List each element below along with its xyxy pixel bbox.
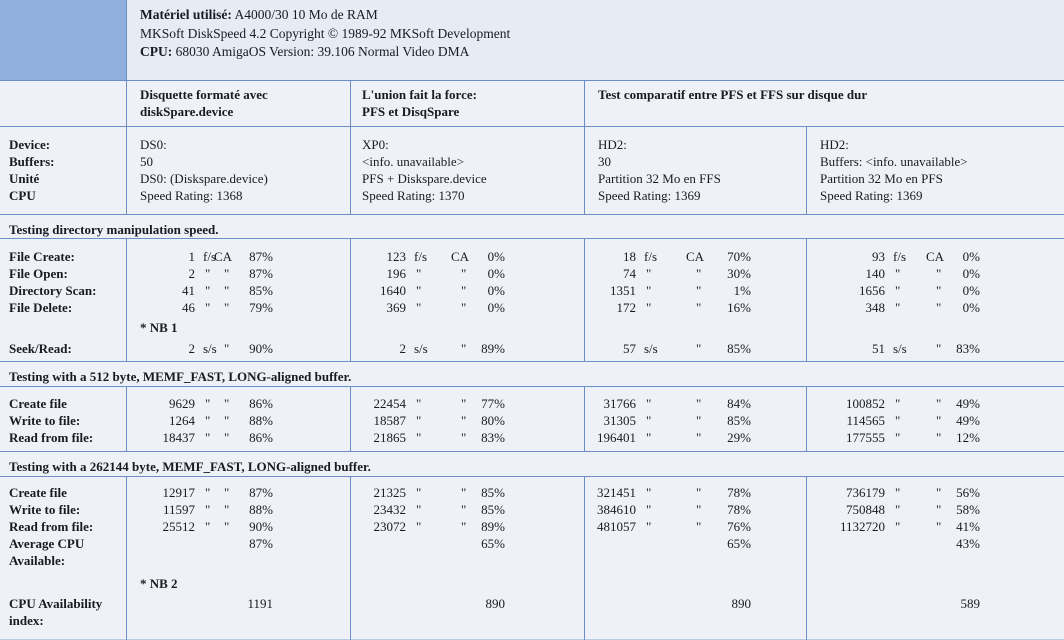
value-number: 348 <box>865 300 885 315</box>
note-nb2: * NB 2 <box>140 576 178 591</box>
ditto-mark: " <box>696 283 702 298</box>
ditto-mark: " <box>895 502 901 517</box>
ditto-mark: " <box>696 485 702 500</box>
ditto-mark: " <box>646 283 652 298</box>
write-file-262-label: Write to file: <box>9 502 81 517</box>
device-info-cell: PFS + Diskspare.device <box>362 171 487 186</box>
col-divider <box>806 126 807 214</box>
value-number: 31305 <box>603 413 636 428</box>
ditto-mark: " <box>205 519 211 534</box>
ditto-mark: " <box>696 396 702 411</box>
device-info-cell: DS0: <box>140 137 167 152</box>
average-cpu-value: 87% <box>249 536 273 551</box>
value-number: 25512 <box>162 519 195 534</box>
value-percent: 79% <box>249 300 273 315</box>
device-info-cell: Speed Rating: 1369 <box>598 188 701 203</box>
value-percent: 80% <box>481 413 505 428</box>
col1-title-a: Disquette formaté avec <box>140 87 268 102</box>
value-number: 750848 <box>846 502 885 517</box>
value-number: 177555 <box>846 430 885 445</box>
value-percent: 0% <box>962 266 980 281</box>
value-percent: 41% <box>956 519 980 534</box>
value-number: 172 <box>616 300 636 315</box>
value-percent: 85% <box>727 341 751 356</box>
ditto-mark: " <box>224 396 230 411</box>
value-number: 321451 <box>597 485 636 500</box>
ditto-mark: " <box>936 283 942 298</box>
row-divider <box>0 126 1064 127</box>
average-cpu-label-b: Available: <box>9 553 66 568</box>
ditto-mark: " <box>696 502 702 517</box>
value-percent: 88% <box>249 413 273 428</box>
ca-label: CA <box>686 249 705 264</box>
ditto-mark: " <box>224 341 230 356</box>
col-divider <box>806 386 807 451</box>
value-percent: 12% <box>956 430 980 445</box>
cpu-index-value: 1191 <box>247 596 273 611</box>
ditto-mark: " <box>936 341 942 356</box>
device-info-cell: Partition 32 Mo en FFS <box>598 171 721 186</box>
ditto-mark: " <box>895 396 901 411</box>
value-number: 11597 <box>162 502 195 517</box>
ca-label: CA <box>214 249 233 264</box>
value-percent: 0% <box>962 300 980 315</box>
cpu-label: CPU <box>9 188 36 203</box>
row-divider <box>0 361 1064 362</box>
ditto-mark: " <box>416 430 422 445</box>
ditto-mark: " <box>936 266 942 281</box>
col1-title-b: diskSpare.device <box>140 104 234 119</box>
ditto-mark: " <box>461 519 467 534</box>
row-divider <box>0 238 1064 239</box>
device-info-cell: HD2: <box>820 137 849 152</box>
value-percent: 0% <box>487 300 505 315</box>
value-percent: 78% <box>727 502 751 517</box>
ditto-mark: " <box>416 396 422 411</box>
value-percent: 77% <box>481 396 505 411</box>
read-file-262-label: Read from file: <box>9 519 94 534</box>
file-create-label: File Create: <box>9 249 75 264</box>
ditto-mark: " <box>646 413 652 428</box>
ditto-mark: " <box>646 266 652 281</box>
ditto-mark: " <box>416 519 422 534</box>
cpu-index-value: 890 <box>485 596 505 611</box>
value-number: 100852 <box>846 396 885 411</box>
ditto-mark: " <box>416 266 422 281</box>
cpu-index-value: 890 <box>731 596 751 611</box>
col-divider <box>584 81 585 214</box>
value-percent: 49% <box>956 396 980 411</box>
ditto-mark: " <box>646 430 652 445</box>
value-number: 18 <box>623 249 636 264</box>
value-percent: 89% <box>481 341 505 356</box>
value-percent: 58% <box>956 502 980 517</box>
cpu-index-label-a: CPU Availability <box>9 596 103 611</box>
value-number: 1 <box>188 249 195 264</box>
ditto-mark: " <box>205 396 211 411</box>
ditto-mark: " <box>461 341 467 356</box>
value-percent: 56% <box>956 485 980 500</box>
value-number: 23072 <box>373 519 406 534</box>
unit-label: f/s <box>893 249 906 264</box>
ditto-mark: " <box>461 396 467 411</box>
value-number: 18587 <box>373 413 406 428</box>
file-delete-label: File Delete: <box>9 300 73 315</box>
value-percent: 87% <box>249 485 273 500</box>
ditto-mark: " <box>895 430 901 445</box>
value-number: 22454 <box>373 396 406 411</box>
ditto-mark: " <box>646 519 652 534</box>
create-file-262-label: Create file <box>9 485 67 500</box>
ca-label: CA <box>451 249 470 264</box>
device-info-cell: 30 <box>598 154 611 169</box>
value-number: 196401 <box>597 430 636 445</box>
value-number: 1264 <box>169 413 195 428</box>
ditto-mark: " <box>936 502 942 517</box>
ditto-mark: " <box>936 413 942 428</box>
ditto-mark: " <box>224 502 230 517</box>
value-number: 21325 <box>373 485 406 500</box>
value-percent: 0% <box>487 283 505 298</box>
ditto-mark: " <box>205 413 211 428</box>
device-info-cell: Speed Rating: 1368 <box>140 188 243 203</box>
file-open-label: File Open: <box>9 266 68 281</box>
ditto-mark: " <box>696 266 702 281</box>
ditto-mark: " <box>416 413 422 428</box>
ditto-mark: " <box>416 485 422 500</box>
device-label: Device: <box>9 137 51 152</box>
value-percent: 85% <box>481 502 505 517</box>
col-divider <box>126 81 127 214</box>
section-512-title: Testing with a 512 byte, MEMF_FAST, LONG-aligned buffer. <box>9 369 352 384</box>
corner-block <box>0 0 126 80</box>
ditto-mark: " <box>936 430 942 445</box>
note-nb1: * NB 1 <box>140 320 178 335</box>
value-number: 1132720 <box>839 519 885 534</box>
value-percent: 84% <box>727 396 751 411</box>
value-percent: 83% <box>956 341 980 356</box>
unit-label: f/s <box>203 249 216 264</box>
value-percent: 87% <box>249 266 273 281</box>
ditto-mark: " <box>224 485 230 500</box>
value-number: 23432 <box>373 502 406 517</box>
value-number: 31766 <box>603 396 636 411</box>
col2-title-a: L'union fait la force: <box>362 87 477 102</box>
ditto-mark: " <box>696 341 702 356</box>
ditto-mark: " <box>696 519 702 534</box>
ditto-mark: " <box>461 485 467 500</box>
ditto-mark: " <box>895 485 901 500</box>
value-percent: 0% <box>962 249 980 264</box>
value-number: 196 <box>386 266 406 281</box>
row-divider <box>0 451 1064 452</box>
ditto-mark: " <box>936 519 942 534</box>
device-info-cell: Partition 32 Mo en PFS <box>820 171 943 186</box>
row-divider <box>0 476 1064 477</box>
value-percent: 86% <box>249 396 273 411</box>
value-number: 93 <box>872 249 885 264</box>
ditto-mark: " <box>205 283 211 298</box>
unit-label: s/s <box>644 341 658 356</box>
directory-scan-label: Directory Scan: <box>9 283 97 298</box>
col-divider <box>806 476 807 640</box>
value-percent: 85% <box>481 485 505 500</box>
col-divider <box>806 238 807 361</box>
unit-label: f/s <box>644 249 657 264</box>
value-number: 1640 <box>380 283 406 298</box>
unit-label: s/s <box>414 341 428 356</box>
value-number: 1351 <box>610 283 636 298</box>
ditto-mark: " <box>461 502 467 517</box>
value-percent: 0% <box>962 283 980 298</box>
device-info-cell: Speed Rating: 1369 <box>820 188 923 203</box>
value-number: 114565 <box>846 413 885 428</box>
value-number: 74 <box>623 266 636 281</box>
value-percent: 49% <box>956 413 980 428</box>
value-number: 1656 <box>859 283 885 298</box>
row-divider <box>0 214 1064 215</box>
value-number: 21865 <box>373 430 406 445</box>
device-info-cell: HD2: <box>598 137 627 152</box>
hardware-line: Matériel utilisé: A4000/30 10 Mo de RAM <box>140 7 378 22</box>
average-cpu-value: 65% <box>481 536 505 551</box>
device-info-cell: DS0: (Diskspare.device) <box>140 171 268 186</box>
col-divider <box>350 81 351 214</box>
ditto-mark: " <box>205 430 211 445</box>
value-number: 123 <box>386 249 406 264</box>
ditto-mark: " <box>895 519 901 534</box>
software-line: MKSoft DiskSpeed 4.2 Copyright © 1989-92 MKSoft Development <box>140 26 511 41</box>
unit-label: f/s <box>414 249 427 264</box>
results-table <box>0 80 1064 639</box>
row-divider <box>0 386 1064 387</box>
ditto-mark: " <box>416 300 422 315</box>
value-percent: 1% <box>733 283 751 298</box>
device-info-cell: 50 <box>140 154 153 169</box>
value-percent: 29% <box>727 430 751 445</box>
ditto-mark: " <box>205 485 211 500</box>
value-percent: 70% <box>727 249 751 264</box>
ditto-mark: " <box>936 300 942 315</box>
value-percent: 78% <box>727 485 751 500</box>
value-number: 2 <box>399 341 406 356</box>
ditto-mark: " <box>416 502 422 517</box>
cpu-index-value: 589 <box>960 596 980 611</box>
section-262-title: Testing with a 262144 byte, MEMF_FAST, LONG-aligned buffer. <box>9 459 371 474</box>
value-number: 9629 <box>169 396 195 411</box>
col2-title-b: PFS et DisqSpare <box>362 104 460 119</box>
ditto-mark: " <box>646 396 652 411</box>
cpu-line: CPU: 68030 AmigaOS Version: 39.106 Normal Video DMA <box>140 44 470 59</box>
value-percent: 30% <box>727 266 751 281</box>
value-number: 51 <box>872 341 885 356</box>
average-cpu-value: 43% <box>956 536 980 551</box>
unit-label: s/s <box>203 341 217 356</box>
ditto-mark: " <box>895 413 901 428</box>
cpu-index-label-b: index: <box>9 613 44 628</box>
ditto-mark: " <box>461 300 467 315</box>
ditto-mark: " <box>895 283 901 298</box>
write-file-512-label: Write to file: <box>9 413 81 428</box>
average-cpu-value: 65% <box>727 536 751 551</box>
device-info-cell: XP0: <box>362 137 389 152</box>
value-number: 736179 <box>846 485 885 500</box>
ditto-mark: " <box>224 430 230 445</box>
value-percent: 85% <box>727 413 751 428</box>
ditto-mark: " <box>205 300 211 315</box>
ditto-mark: " <box>224 300 230 315</box>
ditto-mark: " <box>696 413 702 428</box>
ditto-mark: " <box>895 300 901 315</box>
col3-title: Test comparatif entre PFS et FFS sur disque dur <box>598 87 868 102</box>
value-percent: 0% <box>487 249 505 264</box>
ditto-mark: " <box>936 485 942 500</box>
ditto-mark: " <box>696 430 702 445</box>
device-info-cell: <info. unavailable> <box>362 154 465 169</box>
value-number: 2 <box>188 266 195 281</box>
value-number: 46 <box>182 300 195 315</box>
ditto-mark: " <box>416 283 422 298</box>
value-number: 384610 <box>597 502 636 517</box>
ditto-mark: " <box>205 266 211 281</box>
value-percent: 85% <box>249 283 273 298</box>
unit-label: s/s <box>893 341 907 356</box>
value-number: 41 <box>182 283 195 298</box>
value-percent: 90% <box>249 341 273 356</box>
value-number: 369 <box>386 300 406 315</box>
value-percent: 0% <box>487 266 505 281</box>
ditto-mark: " <box>461 413 467 428</box>
value-number: 140 <box>865 266 885 281</box>
ditto-mark: " <box>224 413 230 428</box>
value-number: 2 <box>188 341 195 356</box>
ditto-mark: " <box>205 502 211 517</box>
ditto-mark: " <box>646 300 652 315</box>
device-info-cell: Speed Rating: 1370 <box>362 188 465 203</box>
ditto-mark: " <box>696 300 702 315</box>
value-percent: 87% <box>249 249 273 264</box>
ca-label: CA <box>926 249 945 264</box>
ditto-mark: " <box>461 283 467 298</box>
value-number: 12917 <box>162 485 195 500</box>
ditto-mark: " <box>224 266 230 281</box>
ditto-mark: " <box>224 519 230 534</box>
ditto-mark: " <box>895 266 901 281</box>
value-number: 18437 <box>162 430 195 445</box>
value-percent: 83% <box>481 430 505 445</box>
ditto-mark: " <box>646 485 652 500</box>
create-file-512-label: Create file <box>9 396 67 411</box>
value-number: 481057 <box>597 519 636 534</box>
system-info-header <box>126 0 1064 80</box>
seek-read-label: Seek/Read: <box>9 341 72 356</box>
ditto-mark: " <box>936 396 942 411</box>
value-percent: 16% <box>727 300 751 315</box>
average-cpu-label-a: Average CPU <box>9 536 85 551</box>
section-dir-title: Testing directory manipulation speed. <box>9 222 219 237</box>
value-percent: 88% <box>249 502 273 517</box>
device-info-cell: Buffers: <info. unavailable> <box>820 154 968 169</box>
ditto-mark: " <box>224 283 230 298</box>
value-number: 57 <box>623 341 636 356</box>
value-percent: 76% <box>727 519 751 534</box>
ditto-mark: " <box>461 430 467 445</box>
value-percent: 89% <box>481 519 505 534</box>
read-file-512-label: Read from file: <box>9 430 94 445</box>
value-percent: 86% <box>249 430 273 445</box>
buffers-label: Buffers: <box>9 154 55 169</box>
ditto-mark: " <box>461 266 467 281</box>
ditto-mark: " <box>646 502 652 517</box>
unit-label: Unité <box>9 171 40 186</box>
value-percent: 90% <box>249 519 273 534</box>
